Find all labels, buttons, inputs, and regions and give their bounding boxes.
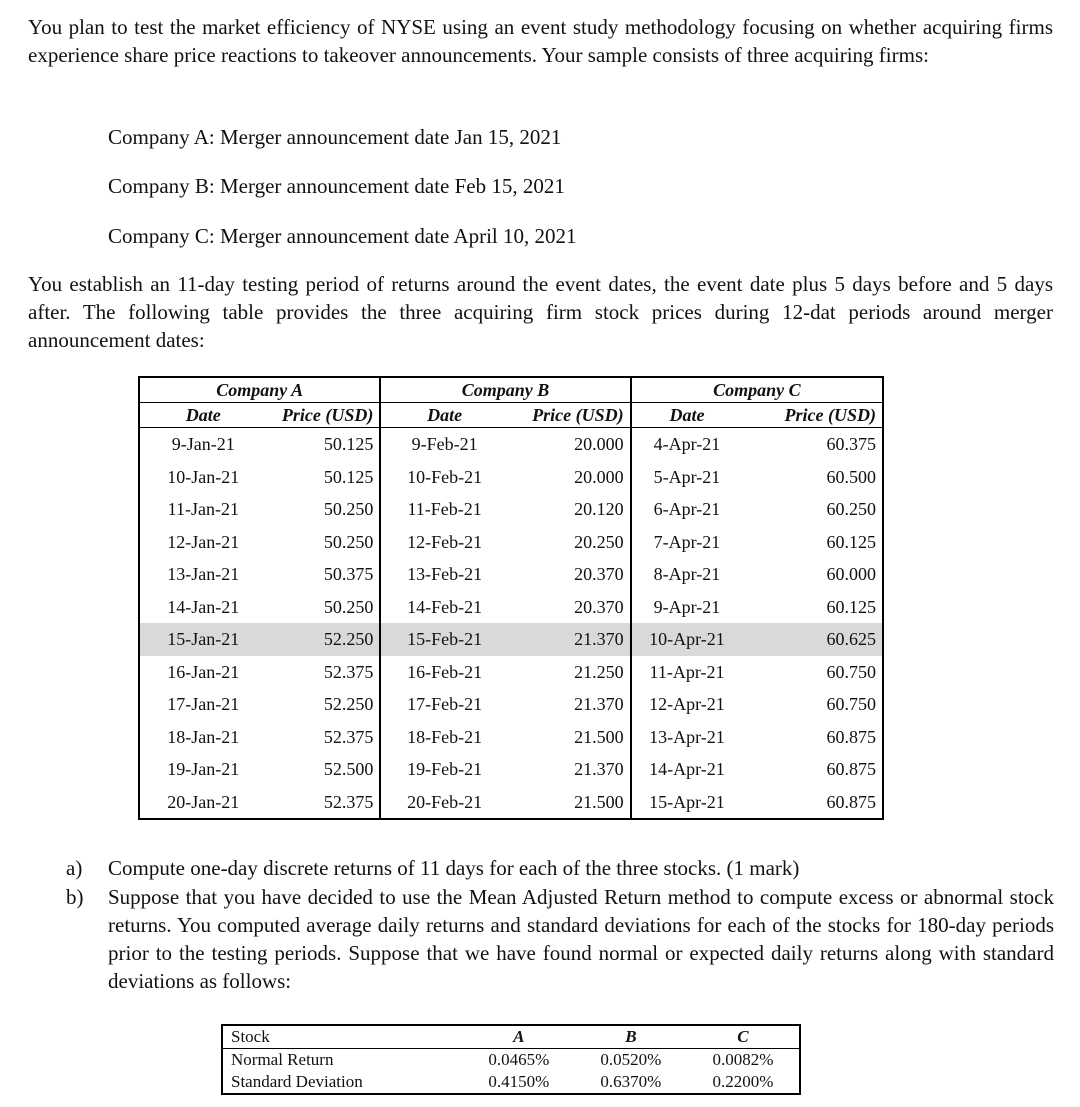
date-cell: 12-Jan-21 [167,531,240,552]
date-cell: 14-Apr-21 [631,753,743,786]
price-cell: 52.500 [323,759,374,779]
question-label: b) [66,885,84,909]
price-cell: 60.875 [826,791,876,812]
price-cell: 50.250 [323,499,374,519]
stock-b-header: B [575,1025,687,1049]
date-cell: 13-Apr-21 [631,721,743,754]
price-cell: 60.750 [826,694,876,714]
stat-value: 0.0465% [488,1050,550,1069]
price-row [139,688,883,721]
date-cell: 10-Jan-21 [167,466,240,487]
price-cell: 52.375 [323,661,374,682]
price-row [139,526,883,559]
price-cell: 20.120 [574,499,624,519]
price-cell: 21.500 [574,726,624,747]
date-cell: 11-Feb-21 [380,493,508,526]
group-header-company-c: Company C [631,377,883,403]
price-cell: 20.250 [574,531,624,552]
stock-header: Stock [222,1025,463,1049]
stat-value: 0.6370% [600,1072,662,1091]
price-cell: 21.500 [574,791,624,812]
date-cell: 14-Jan-21 [167,596,240,617]
price-row [139,656,883,689]
price-cell: 60.125 [826,596,876,617]
price-cell: 20.370 [574,596,624,617]
date-cell: 19-Feb-21 [380,753,508,786]
date-cell: 18-Feb-21 [380,721,508,754]
stat-value: 0.0520% [600,1050,662,1069]
row-label: Standard Deviation [231,1072,363,1091]
price-cell: 20.000 [574,434,624,454]
price-cell: 60.875 [826,759,876,779]
price-cell: 50.375 [323,564,374,584]
standard-deviation-row [222,1071,800,1094]
date-cell: 9-Apr-21 [631,591,743,624]
date-cell: 15-Jan-21 [139,623,267,656]
date-cell: 17-Feb-21 [380,688,508,721]
date-header: Date [139,403,267,428]
price-header: Price (USD) [508,403,631,428]
price-cell: 52.375 [323,726,374,747]
date-cell: 8-Apr-21 [631,558,743,591]
group-header-company-a: Company A [139,377,380,403]
price-cell: 60.500 [826,466,876,487]
stock-a-header: A [463,1025,575,1049]
date-cell: 14-Feb-21 [380,591,508,624]
price-table-body [139,428,883,820]
price-cell: 60.625 [742,623,883,656]
date-cell: 12-Apr-21 [631,688,743,721]
price-cell: 50.250 [323,531,374,552]
price-cell: 20.370 [574,564,624,584]
intro-paragraph: You plan to test the market efficiency of NYSE using an event study methodology focusing on whether acquiring firms experience share price reactions to takeover announcements. Your sample consists of three acquiring firms: [28,15,1053,67]
price-cell: 60.875 [826,726,876,747]
price-row [139,428,883,461]
question-label: a) [66,856,83,880]
date-cell: 19-Jan-21 [167,759,240,779]
date-cell: 16-Feb-21 [380,656,508,689]
price-cell: 60.125 [826,531,876,552]
date-cell: 4-Apr-21 [631,428,743,461]
price-cell: 21.370 [574,694,624,714]
date-cell: 13-Feb-21 [380,558,508,591]
date-header: Date [631,403,743,428]
date-cell: 20-Jan-21 [167,791,240,812]
price-cell: 52.250 [267,623,381,656]
price-header: Price (USD) [742,403,883,428]
date-cell: 20-Feb-21 [380,786,508,820]
date-header: Date [380,403,508,428]
date-cell: 11-Jan-21 [167,499,239,519]
date-cell: 6-Apr-21 [631,493,743,526]
price-cell: 60.250 [826,499,876,519]
date-cell: 17-Jan-21 [167,694,240,714]
price-row [139,753,883,786]
date-cell: 7-Apr-21 [631,526,743,559]
stat-value: 0.4150% [488,1072,550,1091]
date-cell: 12-Feb-21 [380,526,508,559]
price-cell: 21.250 [574,661,624,682]
price-row [139,558,883,591]
price-cell: 21.370 [508,623,631,656]
row-label: Normal Return [231,1050,334,1069]
price-row [139,591,883,624]
date-cell: 15-Apr-21 [631,786,743,820]
price-cell: 21.370 [574,759,624,779]
date-cell: 10-Apr-21 [631,623,743,656]
stats-table [221,1024,801,1095]
date-cell: 15-Feb-21 [380,623,508,656]
price-table [138,376,884,820]
price-row [139,786,883,820]
date-cell: 10-Feb-21 [380,461,508,494]
date-cell: 11-Apr-21 [631,656,743,689]
price-cell: 52.250 [323,694,374,714]
stock-c-header: C [687,1025,800,1049]
date-cell: 5-Apr-21 [631,461,743,494]
price-cell: 20.000 [574,466,624,487]
price-cell: 50.250 [323,596,374,617]
date-cell: 18-Jan-21 [167,726,240,747]
question-text: Suppose that you have decided to use the Mean Adjusted Return method to compute excess or abnormal stock returns. You computed average daily returns and standard deviations for each of the stocks for 180-day periods prior to the testing periods. Suppose that we have found normal or expected daily returns along with standard deviations as follows: [108,885,1054,993]
price-cell: 60.000 [826,564,876,584]
price-row [139,493,883,526]
date-cell: 9-Jan-21 [171,434,235,454]
testing-period-paragraph: You establish an 11-day testing period of returns around the event dates, the event date plus 5 days before and 5 days after. The following table provides the three acquiring firm stock prices during 12-dat periods around merger announcement dates: [28,272,1053,352]
price-cell: 52.375 [323,791,374,812]
normal-return-row [222,1049,800,1072]
company-b-line: Company B: Merger announcement date Feb 15, 2021 [108,174,565,198]
price-row [139,623,883,656]
company-a-line: Company A: Merger announcement date Jan 15, 2021 [108,125,562,149]
date-cell: 16-Jan-21 [167,661,240,682]
date-cell: 13-Jan-21 [167,564,240,584]
company-c-line: Company C: Merger announcement date April 10, 2021 [108,224,577,248]
price-cell: 60.750 [826,661,876,682]
price-row [139,461,883,494]
question-text: Compute one-day discrete returns of 11 days for each of the three stocks. (1 mark) [108,856,800,880]
price-cell: 60.375 [826,434,876,454]
price-row [139,721,883,754]
price-header: Price (USD) [267,403,381,428]
stat-value: 0.2200% [712,1072,774,1091]
stat-value: 0.0082% [712,1050,774,1069]
group-header-company-b: Company B [380,377,630,403]
date-cell: 9-Feb-21 [380,428,508,461]
price-cell: 50.125 [323,466,374,487]
price-cell: 50.125 [323,434,374,454]
